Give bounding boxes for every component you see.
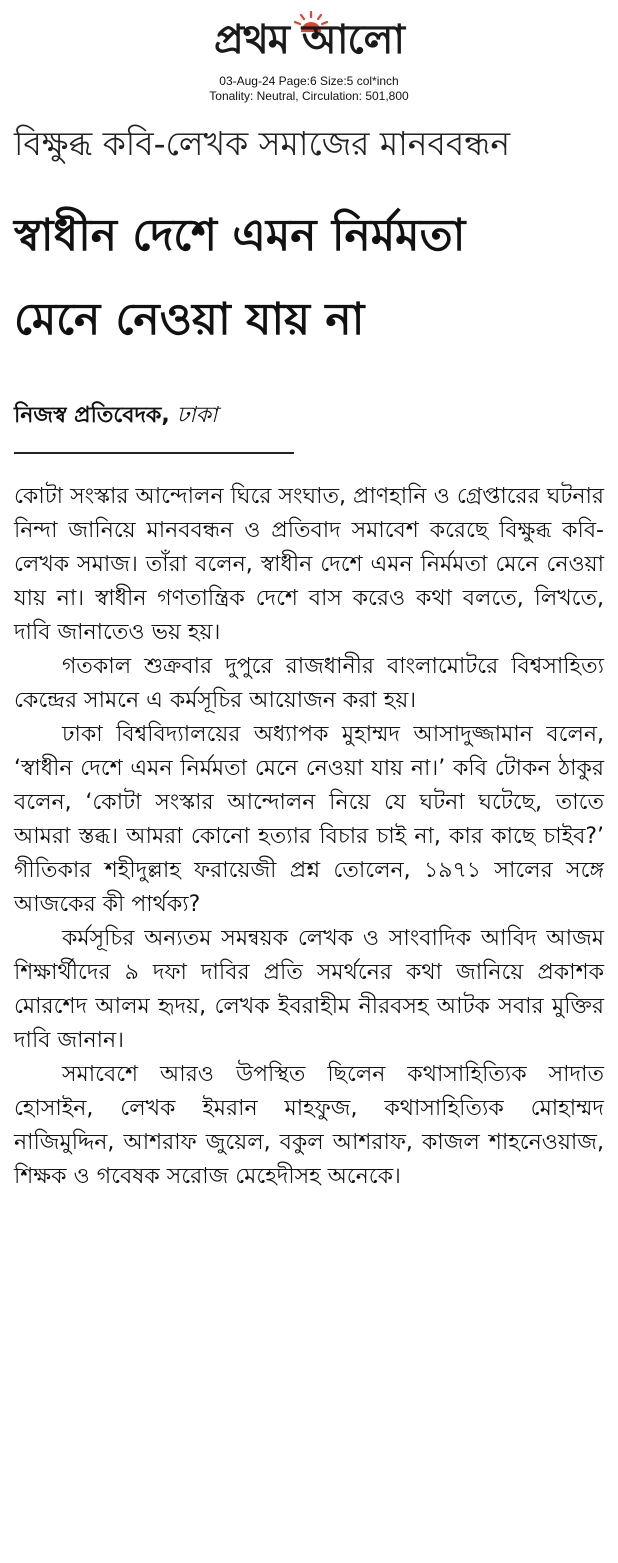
body-paragraph: কর্মসূচির অন্যতম সমন্বয়ক লেখক ও সাংবাদিক আবিদ আজম শিক্ষার্থীদের ৯ দফা দাবির প্রতি সমর্থনের কথা জানিয়ে প্রকাশক মোরশেদ আলম হৃদয়, লেখক ইবরাহীম নীরবসহ আটক সবার মুক্তির দাবি জানান।: [14, 926, 604, 1053]
body-paragraph: ঢাকা বিশ্ববিদ্যালয়ের অধ্যাপক মুহাম্মদ আসাদুজ্জামান বলেন, ‘স্বাধীন দেশে এমন নির্মমতা মেনে নেওয়া যায় না।’ কবি টোকন ঠাকুর বলেন, ‘কোটা সংস্কার আন্দোলন নিয়ে যে ঘটনা ঘটেছে, তাতে আমরা স্তব্ধ। আমরা কোনো হত্যার বিচার চাই না, কার কাছে চাইব?’ গীতিকার শহীদুল্লাহ ফরায়েজী প্রশ্ন তোলেন, ১৯৭১ সালের সঙ্গে আজকের কী পার্থক্য?: [14, 722, 604, 917]
body-paragraph: সমাবেশে আরও উপস্থিত ছিলেন কথাসাহিত্যিক সাদাত হোসাইন, লেখক ইমরান মাহফুজ, কথাসাহিত্যিক মোহাম্মদ নাজিমুদ্দিন, আশরাফ জুয়েল, বকুল আশরাফ, কাজল শাহনেওয়াজ, শিক্ষক ও গবেষক সরোজ মেহেদীসহ অনেকে।: [14, 1062, 604, 1189]
byline-location: ঢাকা: [176, 403, 218, 428]
headline-line-2: মেনে নেওয়া যায় না: [14, 294, 365, 345]
article-body: [14, 480, 604, 1194]
newspaper-logo: প্রথম আলো: [213, 17, 405, 63]
meta-line-tonality: Tonality: Neutral, Circulation: 501,800: [209, 89, 409, 103]
article-kicker: বিক্ষুব্ধ কবি-লেখক সমাজের মানববন্ধন: [14, 124, 511, 163]
masthead: [0, 6, 618, 68]
article-headline: [14, 194, 604, 362]
clipping-meta: [0, 74, 618, 104]
headline-line-1: স্বাধীন দেশে এমন নির্মমতা: [14, 210, 466, 261]
article-byline: [14, 400, 604, 432]
byline-reporter: নিজস্ব প্রতিবেদক,: [14, 403, 170, 428]
body-paragraph: কোটা সংস্কার আন্দোলন ঘিরে সংঘাত, প্রাণহানি ও গ্রেপ্তারের ঘটনার নিন্দা জানিয়ে মানববন্ধন ও প্রতিবাদ সমাবেশ করেছে বিক্ষুব্ধ কবি-লেখক সমাজ। তাঁরা বলেন, স্বাধীন দেশে এমন নির্মমতা মেনে নেওয়া যায় না। স্বাধীন গণতান্ত্রিক দেশে বাস করেও কথা বলতে, লিখতে, দাবি জানাতেও ভয় হয়।: [14, 484, 604, 645]
byline-divider: [14, 452, 294, 454]
meta-line-date-page: 03-Aug-24 Page:6 Size:5 col*inch: [219, 74, 399, 88]
body-paragraph: গতকাল শুক্রবার দুপুরে রাজধানীর বাংলামোটরে বিশ্বসাহিত্য কেন্দ্রের সামনে এ কর্মসূচির আয়োজন করা হয়।: [14, 654, 604, 713]
